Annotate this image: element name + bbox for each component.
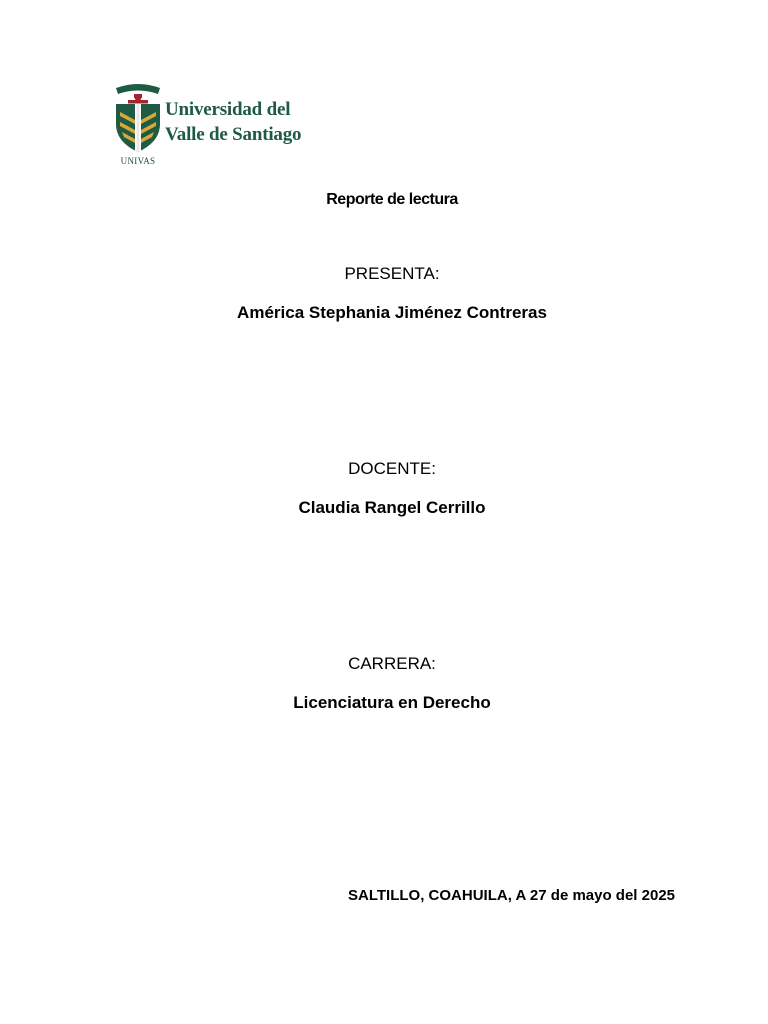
teacher-name: Claudia Rangel Cerrillo [298,498,486,517]
university-name [165,97,301,147]
program-name: Licenciatura en Derecho [293,693,491,712]
university-crest-icon [108,80,168,172]
presenta-label: PRESENTA: [344,264,440,283]
docente-label: DOCENTE: [348,459,436,478]
crest-label: UNIVAS [120,156,156,166]
carrera-label: CARRERA: [348,654,436,673]
place-and-date: SALTILLO, COAHUILA, A 27 de mayo del 2025 [348,887,676,904]
university-name-line-2: Valle de Santiago [165,124,302,145]
university-logo [108,80,308,172]
university-name-line-1: Universidad del [165,99,291,120]
student-name: América Stephania Jiménez Contreras [237,303,547,322]
document-title: Reporte de lectura [326,191,458,208]
